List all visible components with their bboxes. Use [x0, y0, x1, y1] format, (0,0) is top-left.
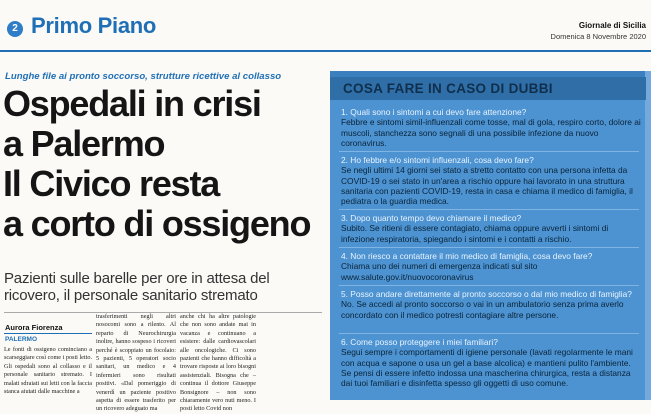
faq-box-header	[330, 77, 646, 100]
faq-answer: Subito. Se ritieni di essere contagiato, chiama oppure avverti i sintomi di infezione respiratoria, spiegando i sintomi e i contatti a rischio.	[341, 223, 609, 244]
faq-answer: Febbre e sintomi simil-influenzali come tosse, mal di gola, respiro corto, dolore ai muscoli, stanchezza sono segnali di una possibile infezione da nuovo coronavirus.	[341, 117, 641, 148]
faq-item	[341, 251, 641, 282]
article-subhead: Pazienti sulle barelle per ore in attesa del ricovero, il personale sanitario stremato	[4, 270, 270, 304]
faq-question: 4. Non riesco a contattare il mio medico di famiglia, cosa devo fare?	[341, 251, 593, 261]
divider	[339, 333, 639, 334]
issue-date: Domenica 8 Novembre 2020	[550, 32, 646, 41]
faq-answer: No. Se accedi al pronto soccorso o vai in un ambulatorio senza prima averlo concordato con il medico potresti contagiare altre persone.	[341, 299, 624, 320]
headline-line: a Palermo	[3, 123, 165, 164]
faq-answer: Se negli ultimi 14 giorni sei stato a stretto contatto con una persona infetta da COVID-19 o sei stato in un'area a rischio oppure hai lavorato in una struttura sanitaria con pazienti COVID-19, resta in casa e chiama il medico di famiglia, il pediatra o la guardia medica.	[341, 165, 633, 207]
headline-line: Ospedali in crisi	[3, 83, 261, 124]
faq-question: 6. Come posso proteggere i miei familiari?	[341, 337, 498, 347]
article-author: Aurora Fiorenza	[5, 323, 63, 332]
article-dateline: PALERMO	[5, 336, 38, 343]
faq-item	[341, 289, 641, 320]
faq-item	[341, 107, 641, 148]
divider	[339, 151, 639, 152]
page-number-badge: 2	[7, 21, 23, 37]
section-title: Primo Piano	[31, 13, 157, 38]
faq-question: 3. Dopo quanto tempo devo chiamare il medico?	[341, 213, 522, 223]
faq-answer: Chiama uno dei numeri di emergenza indicati sul sito www.salute.gov.it/nuovocoronavirus	[341, 261, 538, 282]
article-column	[260, 313, 326, 400]
faq-item	[341, 155, 641, 206]
headline-line: Il Civico resta	[3, 163, 220, 204]
article-headline	[3, 84, 328, 244]
article-column: trasferimenti negli altri nosocomi sono a rilento. Al reparto di Neurochirurgia inoltre, hanno sospeso i ricoveri perché è scoppiato un focolaio: 5 pazienti, 5 operatori socio sanitari, un medico e 4 infermieri sono risultati positivi. «Dal pomeriggio di venerdì un paziente positivo aspetta di essere trasferito per un ricovero adeguato ma	[96, 313, 176, 413]
page-header	[0, 0, 651, 52]
faq-question: 2. Ho febbre e/o sintomi influenzali, cosa devo fare?	[341, 155, 534, 165]
divider	[339, 285, 639, 286]
article-column: anche chi ha altre patologie che non sono andate mai in vacanza e continuano a esistere: dalle cardiovascolari alle oncologiche. Ci sono pazienti che hanno difficoltà a trovare risposte ai loro bisogni assistenziali. Bisogna che – continua il dottore Giuseppe Bonsignore – non sono chiaramente vero nuti meno. I posti letto Covid non	[180, 313, 256, 413]
faq-box	[330, 71, 651, 400]
faq-box-title: COSA FARE IN CASO DI DUBBI	[343, 81, 553, 96]
article-kicker: Lunghe file ai pronto soccorso, strutture ricettive al collasso	[5, 71, 282, 82]
faq-item	[341, 337, 641, 388]
faq-question: 1. Quali sono i sintomi a cui devo fare attenzione?	[341, 107, 527, 117]
box-edge	[645, 71, 651, 400]
faq-question: 5. Posso andare direttamente al pronto soccorso o dal mio medico di famiglia?	[341, 289, 632, 299]
article-column: Le fonti di ossigeno cominciano a scarseggiare così come i posti letto. Gli ospedali sono al collasso e il personale sanitario stremato. I malati sdraiati sui letti con la faccia stanca aiutati dalle macchine a	[4, 346, 92, 396]
divider	[339, 209, 639, 210]
newspaper-name: Giornale di Sicilia	[578, 21, 646, 30]
faq-item	[341, 213, 641, 244]
divider	[339, 247, 639, 248]
faq-answer: Segui sempre i comportamenti di igiene personale (lavati regolarmente le mani con acqua e sapone o usa un gel a base alcolica) e mantieni pulito l'ambiente. Se pensi di essere infetto indossa una mascherina chirurgica, resta a distanza dai tuoi familiari e disinfetta spesso gli oggetti di uso comune.	[341, 347, 633, 389]
headline-line: a corto di ossigeno	[3, 203, 311, 244]
divider	[4, 333, 92, 334]
